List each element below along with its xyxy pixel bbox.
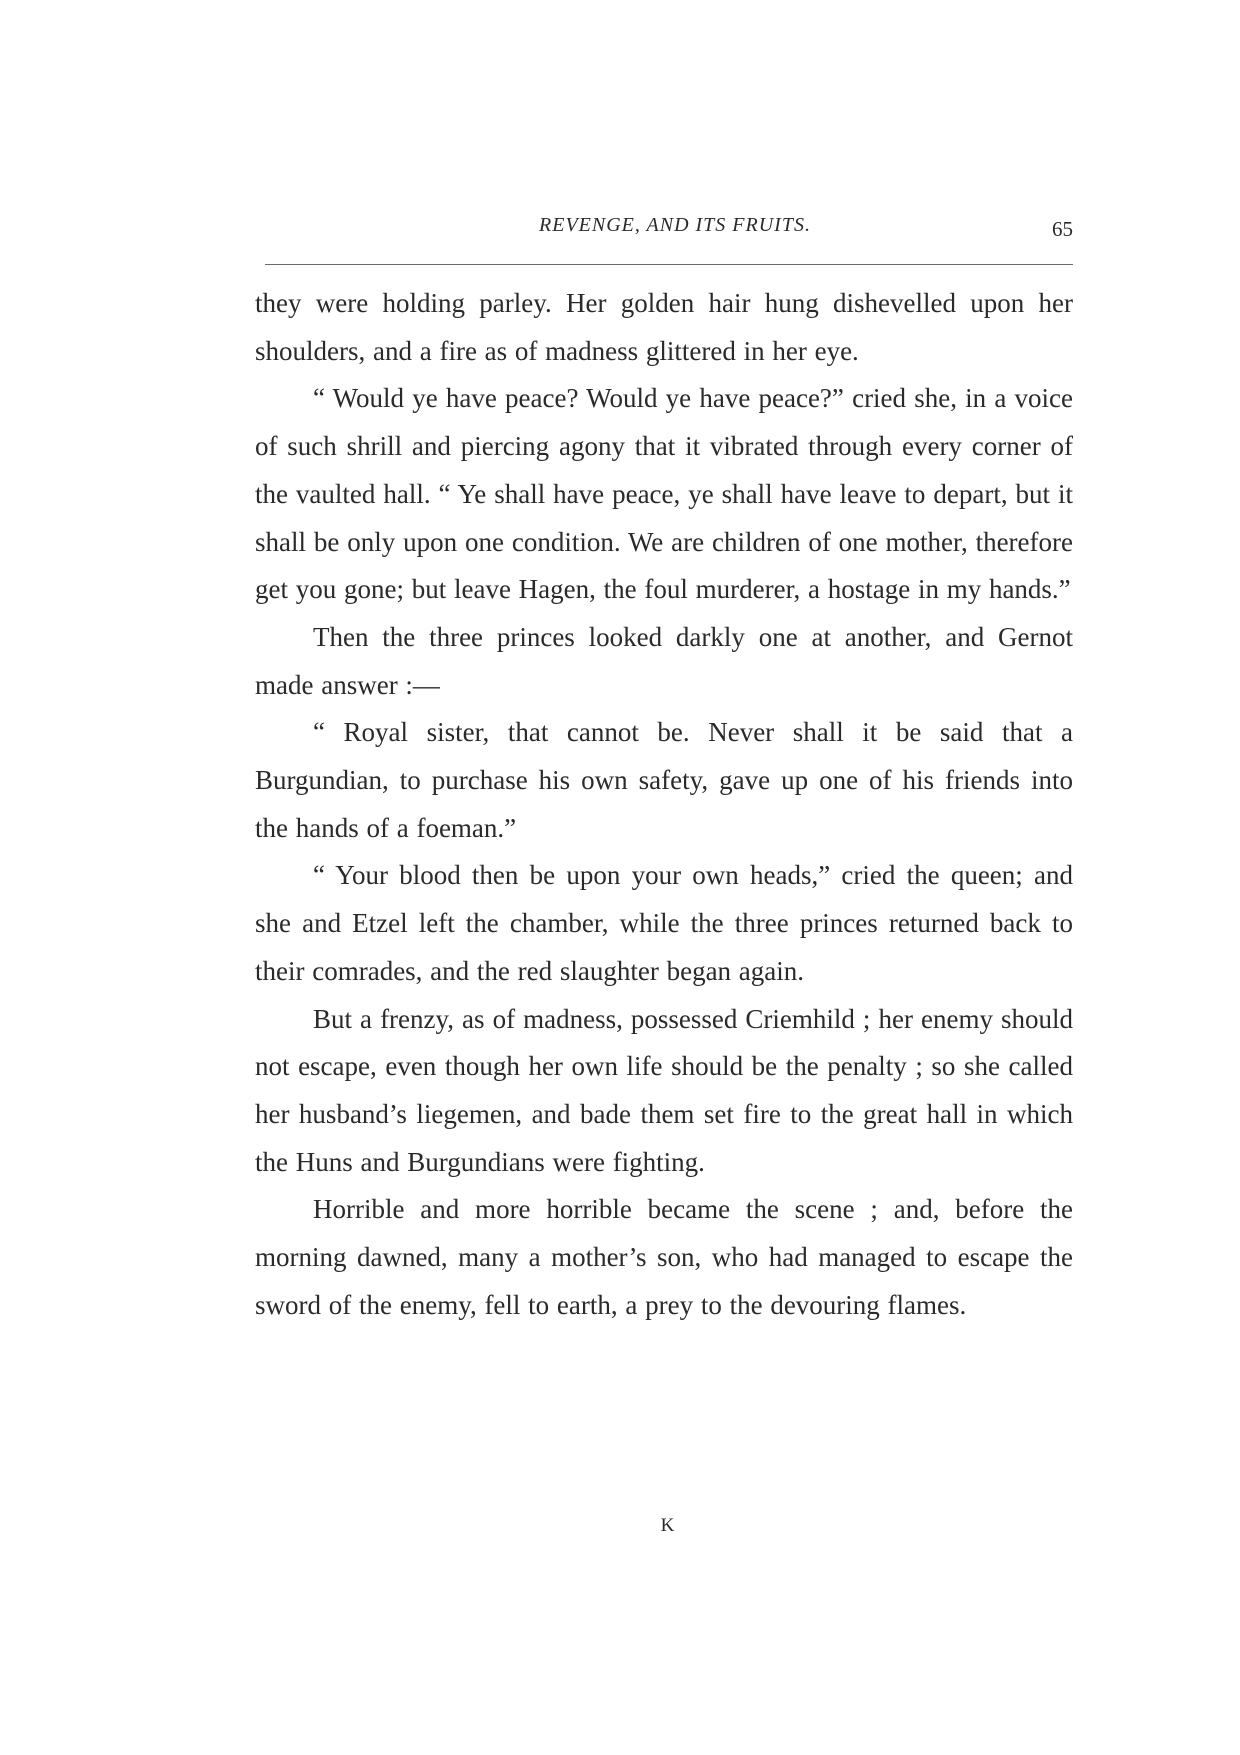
running-title: REVENGE, AND ITS FRUITS.	[539, 214, 811, 236]
paragraph-4: “ Royal sister, that cannot be. Never shall it be said that a Burgundian, to purchase his own safety, gave up one of his friends into the hands of a foeman.”	[255, 717, 1073, 843]
paragraph-7: Horrible and more horrible became the scene ; and, before the morning dawned, many a mother’s son, who had managed to escape the sword of the enemy, fell to earth, a prey to the devouring flames.	[255, 1194, 1073, 1320]
running-head	[263, 214, 1073, 254]
header-rule	[265, 264, 1073, 265]
body-text	[255, 280, 1073, 1329]
page-number: 65	[1052, 217, 1073, 241]
signature-mark: K	[660, 1515, 675, 1536]
paragraph-5: “ Your blood then be upon your own heads,” cried the queen; and she and Etzel left the chamber, while the three princes returned back to their comrades, and the red slaughter began again.	[255, 860, 1073, 986]
paragraph-2: “ Would ye have peace? Would ye have peace?” cried she, in a voice of such shrill and piercing agony that it vibrated through every corner of the vaulted hall. “ Ye shall have peace, ye shall have leave to depart, but it shall be only upon one condition. We are children of one mother, therefore get you gone; but leave Hagen, the foul murderer, a hostage in my hands.”	[255, 383, 1073, 605]
paragraph-6: But a frenzy, as of madness, possessed Criemhild ; her enemy should not escape, even though her own life should be the penalty ; so she called her husband’s liegemen, and bade them set fire to the great hall in which the Huns and Burgundians were fighting.	[255, 1003, 1073, 1177]
paragraph-3: Then the three princes looked darkly one at another, and Gernot made answer :—	[255, 621, 1073, 700]
paragraph-1: they were holding parley. Her golden hair hung dishevelled upon her shoulders, and a fire as of madness glittered in her eye.	[255, 288, 1073, 366]
